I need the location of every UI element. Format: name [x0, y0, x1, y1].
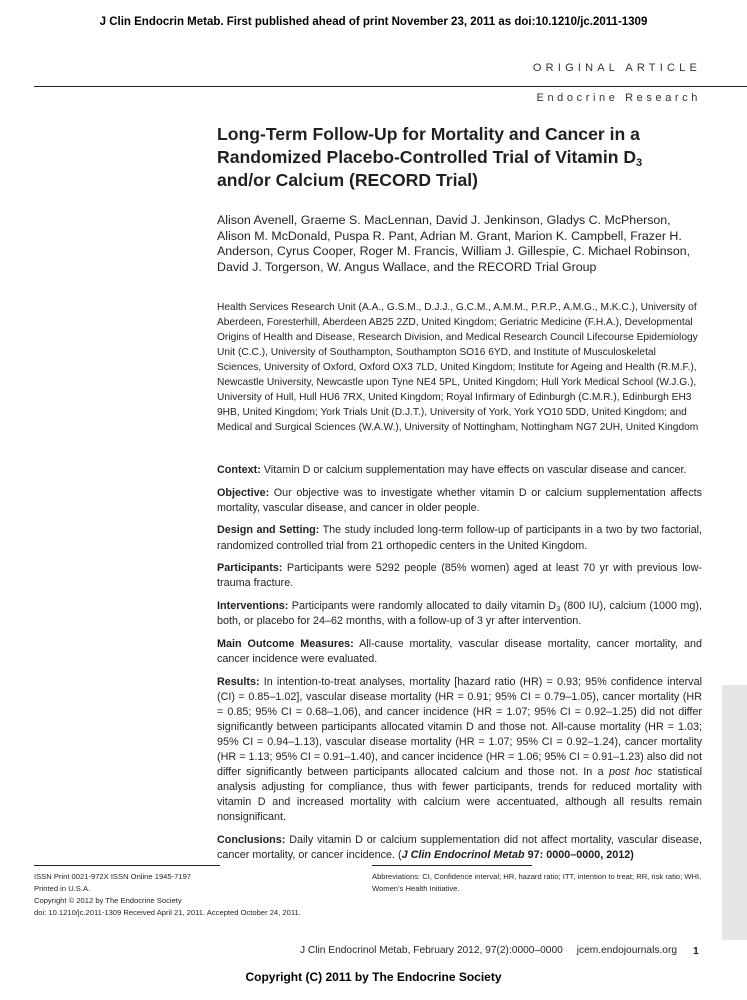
section-label: ORIGINAL ARTICLE: [532, 62, 701, 74]
results-text-before: In intention-to-treat analyses, mortality [hazard ratio (HR) = 0.93; 95% confidence interval (CI) = 0.85–1.02], vascular disease mortality (HR = 0.91; 95% CI = 0.79–1.05), cancer mortality (HR = 0.85; 95% CI = 0.68–1.06), and cancer incidence (HR = 1.07; 95% CI = 0.92–1.25) did not differ significantly between participants allocated vitamin D and those not. All-cause mortality (HR = 1.03; 95% CI = 0.94–1.13), vascular disease mortality (HR = 1.07; 95% CI = 0.92–1.24), cancer mortality (HR = 1.13; 95% CI = 0.91–1.40), and cancer incidence (HR = 1.06; 95% CI = 0.91–1.23) also did not differ significantly between participants allocated calcium and those not. In a: [217, 675, 702, 779]
article-title: [217, 123, 687, 192]
abstract-design: [217, 523, 702, 553]
title-main: Long-Term Follow-Up for Mortality and Cancer in a Randomized Placebo-Controlled Trial of Vitamin D: [217, 124, 640, 167]
page-number: 1: [693, 945, 699, 957]
interventions-label: Interventions:: [217, 600, 289, 613]
subsection-label: Endocrine Research: [536, 92, 701, 104]
participants-label: Participants:: [217, 562, 283, 575]
participants-text: Participants were 5292 people (85% women) aged at least 70 yr with previous low-trauma fracture.: [217, 562, 702, 590]
outcomes-label: Main Outcome Measures:: [217, 637, 354, 650]
conclusions-text: Daily vitamin D or calcium supplementation did not affect mortality, vascular disease, cancer mortality, or cancer incidence. (: [217, 834, 702, 862]
abstract-context: [217, 463, 702, 478]
design-label: Design and Setting:: [217, 524, 320, 537]
citation-rest: 97: 0000–0000, 2012): [524, 849, 634, 862]
results-label: Results:: [217, 675, 260, 688]
abstract-outcomes: [217, 637, 702, 667]
title-rest: and/or Calcium (RECORD Trial): [217, 170, 479, 190]
affiliations: Health Services Research Unit (A.A., G.S.M., D.J.J., G.C.M., A.M.M., P.R.P., A.M.G., M.K.C.), University of Aberdeen, Foresterhill, Aberdeen AB25 2ZD, United Kingdom; Geriatric Medicine (F.H.A.), Developmental Origins of Health and Disease, Research Division, and Medical Research Council Lifecourse Epidemiology Unit (C.C.), University of Southampton, Southampton SO16 6YD, and Institute of Musculoskeletal Sciences, University of Oxford, Oxford OX3 7LD, United Kingdom; Institute for Ageing and Health (R.M.F.), Newcastle University, Newcastle upon Tyne NE4 5PL, United Kingdom; Hull York Medical School (W.J.G.), University of Hull, Hull HU6 7RX, United Kingdom; Royal Infirmary of Edinburgh (C.M.R.), Edinburgh EH3 9HB, United Kingdom; York Trials Unit (D.J.T.), University of York, York YO10 5DD, United Kingdom; and Medical and Surgical Sciences (W.A.W.), University of Nottingham, Nottingham NG7 2UH, United Kingdom: [217, 302, 699, 433]
interventions-text-after: (800 IU), calcium (1000 mg), both, or placebo for 24–62 months, with a follow-up of 3 yr after intervention.: [217, 600, 703, 628]
printed-line: Printed in U.S.A.: [34, 883, 91, 893]
context-text: Vitamin D or calcium supplementation may have effects on vascular disease and cancer.: [260, 464, 687, 476]
side-tab: [722, 685, 747, 940]
bottom-copyright: Copyright (C) 2011 by The Endocrine Society: [245, 970, 502, 984]
objective-label: Objective:: [217, 486, 270, 499]
interventions-subscript: 3: [556, 604, 561, 614]
design-text: The study included long-term follow-up of participants in a two by two factorial, randomized controlled trial from 21 orthopedic centers in the United Kingdom.: [217, 524, 703, 552]
abstract-participants: [217, 561, 702, 591]
abstract-interventions: [217, 599, 702, 629]
running-footer: [300, 945, 677, 956]
objective-text: Our objective was to investigate whether vitamin D or calcium supplementation affects mortality, vascular disease, and cancer in older people.: [217, 486, 702, 514]
abstract-results: [217, 675, 702, 826]
abbreviations: Abbreviations: CI, Confidence interval; HR, hazard ratio; ITT, intention to treat; RR, risk ratio; WHI, Women’s Health Initiative.: [372, 872, 702, 893]
title-subscript: 3: [636, 157, 643, 169]
footnote-rule-right: [372, 865, 532, 866]
header-rule: [34, 86, 747, 87]
results-text-after: statistical analysis adjusting for compliance, thus with fewer participants, trends for reduced mortality with vitamin D and increased mortality with calcium were accentuated, although all results remain nonsignificant.: [217, 766, 702, 824]
abstract-objective: [217, 486, 702, 516]
doi-line: doi: 10.1210/jc.2011-1309 Received April 21, 2011. Accepted October 24, 2011.: [34, 907, 301, 917]
conclusions-label: Conclusions:: [217, 834, 286, 847]
abstract-conclusions: [217, 833, 702, 863]
issn-line: ISSN Print 0021-972X ISSN Online 1945-7197: [34, 872, 192, 881]
journal-url[interactable]: jcem.endojournals.org: [576, 945, 678, 956]
results-italic: post hoc: [609, 766, 653, 779]
copyright-line: Copyright © 2012 by The Endocrine Society: [34, 895, 182, 905]
context-label: Context:: [217, 464, 261, 476]
citation-journal: J Clin Endocrinol Metab: [401, 849, 525, 862]
outcomes-text: All-cause mortality, vascular disease mortality, cancer mortality, and cancer incidence were evaluated.: [217, 637, 703, 665]
publication-banner: J Clin Endocrin Metab. First published ahead of print November 23, 2011 as doi:10.1210/jc.2011-1309: [99, 16, 648, 28]
abstract: [217, 463, 702, 871]
journal-citation: J Clin Endocrinol Metab, February 2012, 97(2):0000–0000: [300, 945, 563, 956]
footnote-rule-left: [34, 865, 220, 866]
interventions-text-before: Participants were randomly allocated to daily vitamin D: [288, 600, 557, 613]
publication-info: [34, 871, 364, 919]
author-list: Alison Avenell, Graeme S. MacLennan, David J. Jenkinson, Gladys C. McPherson, Alison M. McDonald, Puspa R. Pant, Adrian M. Grant, Marion K. Campbell, Frazer H. Anderson, Cyrus Cooper, Roger M. Francis, William J. Gillespie, C. Michael Robinson, David J. Torgerson, W. Angus Wallace, and the RECORD Trial Group: [217, 213, 691, 275]
